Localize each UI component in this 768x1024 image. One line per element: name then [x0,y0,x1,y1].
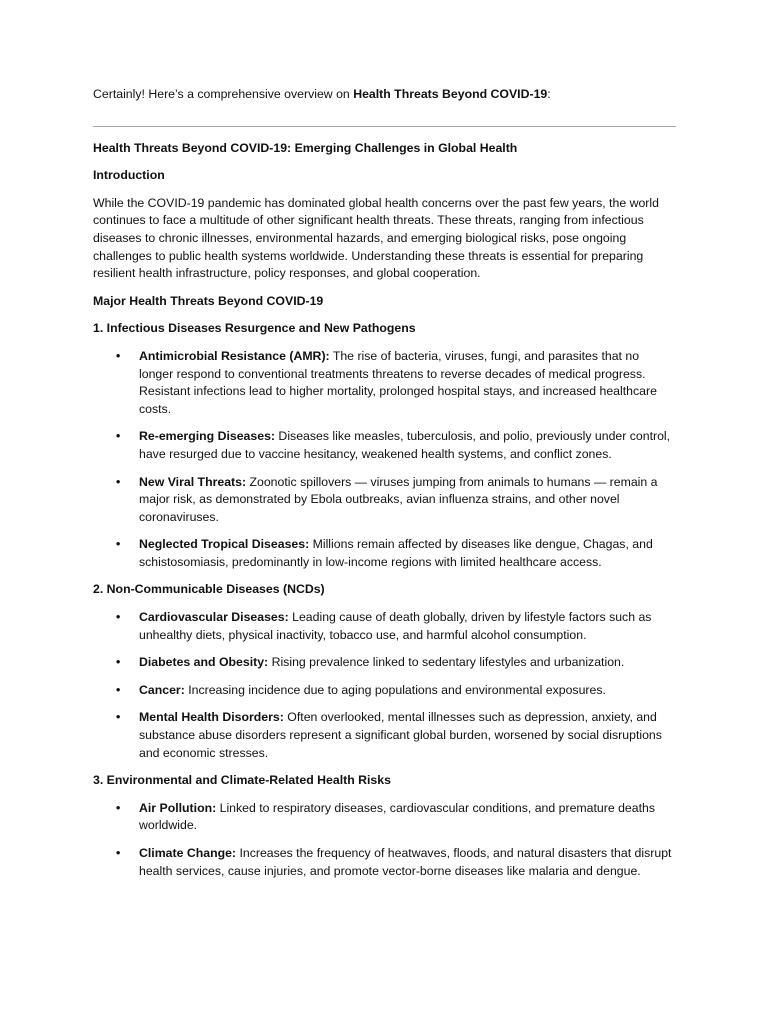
bullet-icon: • [116,682,121,697]
intro-topic: Health Threats Beyond COVID-19 [353,87,548,101]
item-text: Rising prevalence linked to sedentary lifestyles and urbanization. [268,655,625,670]
item-term: Air Pollution: [139,800,217,815]
bullet-icon: • [116,846,121,860]
horizontal-divider [93,126,676,127]
bullet-list [93,800,676,880]
item-term: Cardiovascular Diseases: [139,610,289,625]
introduction-heading: Introduction [93,168,165,183]
item-text: Diseases like measles, tuberculosis, and polio, previously under control, have resurged due to vaccine hesitancy, weakened health systems, and conflict zones. [139,429,671,461]
bullet-icon: • [116,655,121,670]
document-page [93,86,676,890]
list-item [93,536,676,571]
item-term: New Viral Threats: [139,474,247,489]
intro-line [93,86,676,104]
item-term: Climate Change: [139,846,237,860]
list-item [93,474,676,527]
list-item [93,709,676,762]
list-item [93,348,676,418]
item-term: Mental Health Disorders: [139,710,284,725]
list-item [93,845,676,880]
item-text: Leading cause of death globally, driven by lifestyle factors such as unhealthy diets, physical inactivity, tobacco use, and harmful alcohol consumption. [139,610,652,642]
item-term: Antimicrobial Resistance (AMR): [139,348,330,363]
item-text: Increasing incidence due to aging populations and environmental exposures. [184,682,606,697]
intro-suffix: : [547,87,551,101]
list-item [93,800,676,835]
bullet-icon: • [116,474,121,489]
item-term: Re-emerging Diseases: [139,429,276,444]
item-text: Zoonotic spillovers — viruses jumping from animals to humans — remain a major risk, as demonstrated by Ebola outbreaks, avian influenza strains, and other novel coronaviruses. [139,474,658,524]
section-heading: 2. Non-Communicable Diseases (NCDs) [93,582,325,597]
bullet-icon: • [116,348,121,363]
item-text: Millions remain affected by diseases like dengue, Chagas, and schistosomiasis, predominantly in low-income regions with limited healthcare access. [139,537,653,569]
bullet-icon: • [116,800,121,815]
section-heading: 3. Environmental and Climate-Related Health Risks [93,773,391,788]
item-text: Often overlooked, mental illnesses such as depression, anxiety, and substance abuse disorders represent a significant global burden, worsened by social disruptions and economic stresses. [139,710,662,760]
major-threats-heading: Major Health Threats Beyond COVID-19 [93,293,324,308]
list-item [93,654,676,672]
item-term: Neglected Tropical Diseases: [139,537,310,552]
item-term: Cancer: [139,682,185,697]
bullet-icon: • [116,537,121,552]
introduction-paragraph: While the COVID-19 pandemic has dominated global health concerns over the past few years, the world continues to face a multitude of other significant health threats. These threats, ranging from infectious diseases to chronic illnesses, environmental hazards, and emerging biological risks, pose ongoing challenges to public health systems worldwide. Understanding these threats is essential for preparing resilient health infrastructure, policy responses, and global cooperation. [93,195,659,281]
list-item [93,609,676,644]
intro-prefix: Certainly! Here’s a comprehensive overview on [93,87,354,101]
bullet-icon: • [116,610,121,625]
item-term: Diabetes and Obesity: [139,655,269,670]
list-item [93,682,676,700]
list-item [93,428,676,463]
document-title: Health Threats Beyond COVID-19: Emerging Challenges in Global Health [93,140,518,155]
bullet-list [93,348,676,572]
bullet-icon: • [116,710,121,725]
item-text: Increases the frequency of heatwaves, floods, and natural disasters that disrupt health services, cause injuries, and promote vector-borne diseases like malaria and dengue. [139,846,672,878]
item-text: Linked to respiratory diseases, cardiovascular conditions, and premature deaths worldwide. [139,800,656,833]
bullet-icon: • [116,429,121,444]
section-heading: 1. Infectious Diseases Resurgence and New Pathogens [93,321,416,336]
bullet-list [93,609,676,762]
item-text: The rise of bacteria, viruses, fungi, and parasites that no longer respond to conventional treatments threatens to reverse decades of medical progress. Resistant infections lead to higher mortality, prolonged hospital stays, and increased healthcare costs. [139,348,657,416]
